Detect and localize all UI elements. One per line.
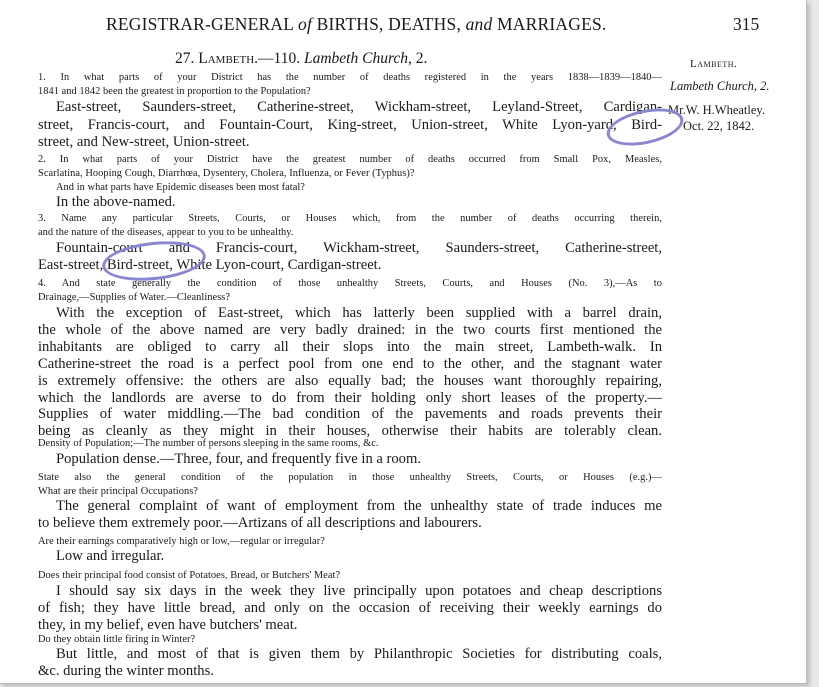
margin-author: Mr.W. H.Wheatley.: [668, 103, 765, 117]
margin-place: Lambeth Church, 2.: [670, 79, 770, 93]
margin-date: Oct. 22, 1842.: [683, 119, 755, 133]
question-line: Do they obtain little firing in Winter?: [38, 634, 196, 645]
answer-line: The general complaint of want of employment from the unhealthy state of trade induces me: [56, 498, 662, 514]
question-line: Are their earnings comparatively high or low,—regular or irregular?: [38, 536, 325, 547]
answer-line: Fountain-court and Francis-court, Wickham-street, Saunders-street, Catherine-street,: [56, 240, 662, 256]
question-line: 4. And state generally the condition of those unhealthy Streets, Courts, and Houses (No. 3),—As to: [38, 278, 662, 289]
question-line: State also the general condition of the population in those unhealthy Streets, Courts, or Houses (e.g.)—: [38, 472, 662, 483]
question-line: Does their principal food consist of Potatoes, Bread, or Butchers' Meat?: [38, 570, 341, 581]
answer-line: being as cleanly as they might in their houses, otherwise their habits are tolerably clean.: [38, 423, 662, 439]
answer-line: Low and irregular.: [56, 548, 165, 564]
answer-line: the whole of the above named are very badly drained: in the two courts first mentioned the: [38, 322, 662, 338]
answer-line: street, Francis-court, and Fountain-Court, King-street, Union-street, White Lyon-yard, Bird-: [38, 117, 662, 133]
section-title: 27. Lambeth.—110. Lambeth Church, 2.: [175, 50, 428, 67]
answer-line: But little, and most of that is given them by Philanthropic Societies for distributing coals,: [56, 646, 662, 662]
margin-district: Lambeth.: [690, 58, 738, 70]
answer-line: East-street, Saunders-street, Catherine-street, Wickham-street, Leyland-Street, Cardigan-: [56, 99, 662, 115]
question-line: What are their principal Occupations?: [38, 486, 198, 497]
question-line: Drainage,—Supplies of Water.—Cleanliness?: [38, 292, 231, 303]
answer-line: which the landlords are averse to do from their holding only short leases of the property.—: [38, 390, 662, 406]
answer-line: they, in my belief, even have butchers' meat.: [38, 617, 298, 633]
answer-line: Population dense.—Three, four, and frequently five in a room.: [56, 451, 421, 467]
page-number: 315: [733, 14, 760, 34]
question-line: and the nature of the diseases, appear to you to be unhealthy.: [38, 227, 294, 238]
answer-line: inhabitants are obliged to carry all their slops into the main street, Lambeth-walk. In: [38, 339, 662, 355]
question-line: 1841 and 1842 been the greatest in proportion to the Population?: [38, 86, 311, 97]
question-line: 2. In what parts of your District have the greatest number of deaths occurred from Small Pox, Measles,: [38, 154, 662, 165]
answer-line: In the above-named.: [56, 194, 176, 210]
answer-line: is extremely offensive: the others are also equally bad; the houses want thoroughly repairing,: [38, 373, 662, 389]
answer-line: Supplies of water middling.—The bad condition of the pavements and roads prevents their: [38, 406, 662, 422]
answer-line: &c. during the winter months.: [38, 663, 214, 679]
question-line: Density of Population;—The number of persons sleeping in the same rooms, &c.: [38, 438, 379, 449]
answer-line: of fish; they have little bread, and only on the occasion of receiving their weekly earnings do: [38, 600, 662, 616]
answer-line: Catherine-street the road is a perfect pool from one end to the other, and the stagnant water: [38, 356, 662, 372]
question-line: 1. In what parts of your District has the number of deaths registered in the years 1838—1839—1840—: [38, 72, 662, 83]
answer-line: to believe them extremely poor.—Artizans of all descriptions and labourers.: [38, 515, 482, 531]
question-line: 3. Name any particular Streets, Courts, or Houses which, from the number of deaths occurring therein,: [38, 213, 662, 224]
answer-line: I should say six days in the week they live principally upon potatoes and cheap descriptions: [56, 583, 662, 599]
question-line: And in what parts have Epidemic diseases been most fatal?: [56, 182, 305, 193]
answer-line: With the exception of East-street, which has latterly been supplied with a barrel drain,: [56, 305, 662, 321]
answer-line: street, and New-street, Union-street.: [38, 134, 250, 150]
running-header: REGISTRAR-GENERAL of BIRTHS, DEATHS, and MARRIAGES.: [106, 14, 607, 34]
question-line: Scarlatina, Hooping Cough, Diarrhœa, Dysentery, Cholera, Influenza, or Fever (Typhus)?: [38, 168, 415, 179]
answer-line: East-street, Bird-street, White Lyon-court, Cardigan-street.: [38, 257, 382, 273]
